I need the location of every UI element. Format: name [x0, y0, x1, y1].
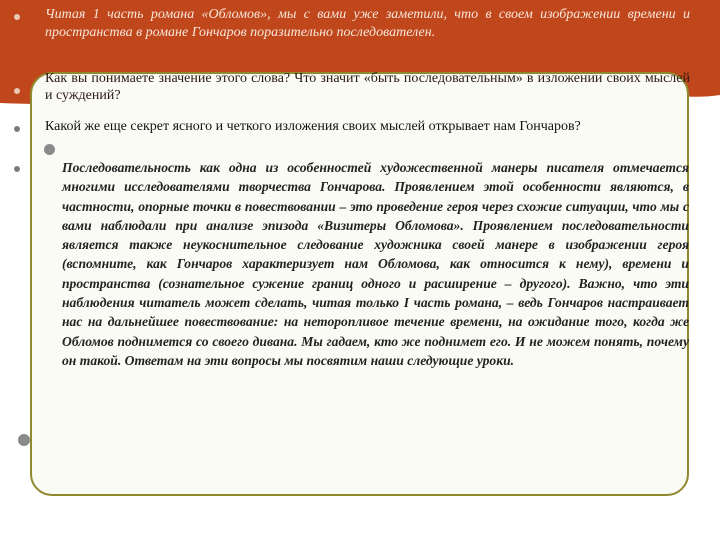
bullet-dot	[14, 166, 20, 172]
bullet-dot-large	[44, 144, 55, 155]
question-1: Как вы понимаете значение этого слова? Что значит «быть последовательным» в изложении своих мыслей и суждений?	[45, 71, 690, 103]
question-2: Какой же еще секрет ясного и четкого изложения своих мыслей открывает нам Гончаров?	[45, 119, 581, 134]
intro-text: Читая 1 часть романа «Обломов», мы с вами уже заметили, что в своем изображении времени и пространства в романе Гончаров поразительно последователен.	[45, 7, 690, 40]
main-text: Последовательность как одна из особенностей художественной манеры писателя отмечается многими исследователями творчества Гончарова. Проявлением этой особенности являются, в частности, опорные точки в повествовании – это проведение героя через схожие ситуации, что мы с вами наблюдали при анализе эпизода «Визитеры Обломова». Проявлением последовательности является также неукоснительное следование художника своей манере в изображении героя (вспомните, как Гончаров характеризует нам Обломова, как относится к нему), времени и пространства (сознательное сужение границ одного и расширение – другого). Важно, что эти наблюдения читатель может сделать, читая только I часть романа, – ведь Гончаров настраивает нас на дальнейшее повествование: на неторопливое течение времени, на ожидание того, когда же Обломов поднимется со своего дивана. Мы гадаем, кто же поднимет его. И не можем понять, почему он такой. Ответам на эти вопросы мы посвятим наши следующие уроки.	[62, 160, 689, 368]
bullet-dot	[14, 126, 20, 132]
bullet-dot	[14, 88, 20, 94]
bullet-dot-large	[18, 434, 30, 446]
bullet-dot	[14, 14, 20, 20]
